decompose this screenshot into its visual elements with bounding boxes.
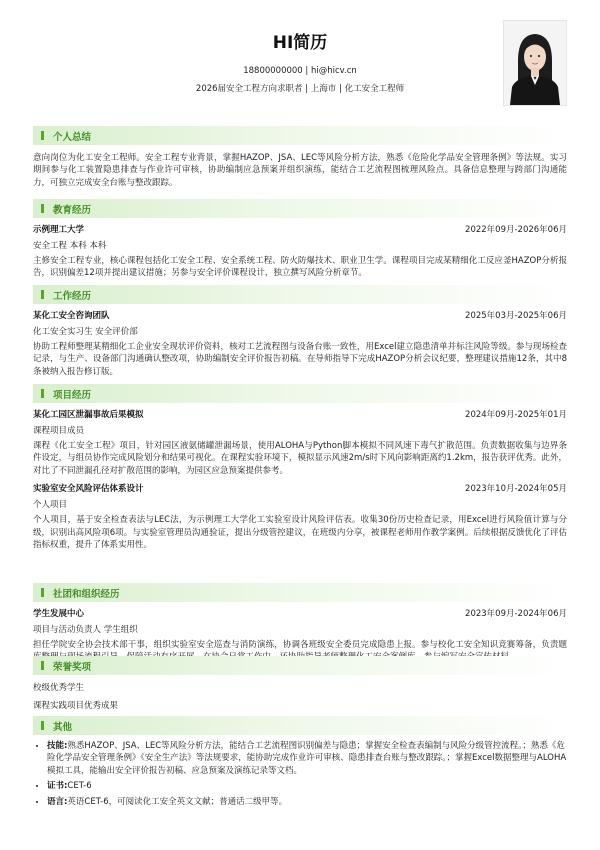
honor-item: 校级优秀学生 bbox=[33, 683, 85, 693]
entry-description: 担任学院安全协会技术部干事，组织实验室安全巡查与消防演练，协调各班级安全委员完成隐患上报。参与校化工安全知识竞赛筹备，负责题 bbox=[33, 640, 567, 650]
entry-date: 2024年09月-2025年01月 bbox=[465, 410, 567, 420]
resume-header bbox=[0, 0, 600, 118]
entry-description: 课程《化工安全工程》项目，针对园区液氨储罐泄漏场景，使用ALOHA与Python脚本模拟不同风速下毒气扩散范围。负责数据收集与边界条件设定，与组员协作完成风险划分和结果可视化。在课程实验环境下，模拟显示风速2m/s时下风向影响距离约1.2km，报告获评优秀。此外，对比了不同泄漏孔径对扩散范围的影响，为园区应急预案提供参考。 bbox=[33, 441, 567, 476]
project-name: 某化工园区泄漏事故后果模拟 bbox=[33, 410, 144, 420]
section-work bbox=[33, 285, 567, 378]
section-others bbox=[33, 716, 567, 811]
section-campus bbox=[33, 583, 567, 664]
section-education bbox=[33, 199, 567, 280]
section-honors bbox=[33, 656, 567, 711]
campus-entry bbox=[33, 607, 567, 619]
contact-info: 18800000000 | hi@hicv.cn bbox=[243, 66, 357, 76]
project-entry bbox=[33, 408, 567, 420]
summary-text: 意向岗位为化工安全工程师。安全工程专业背景，掌握HAZOP、JSA、LEC等风险分析方法，熟悉《危险化学品安全管理条例》等法规。实习期间参与化工装置隐患排查与作业许可审核，协助编制应急预案并组织演练，能结合工艺流程图梳理风险点。具备信息整理与跨部门沟通能力，可独立完成安全台账与整改跟踪。 bbox=[33, 153, 567, 188]
entry-subtitle: 安全工程 本科 本科 bbox=[33, 241, 107, 251]
section-title: 其他 bbox=[33, 716, 567, 735]
school-name: 示例理工大学 bbox=[33, 225, 85, 235]
education-entry bbox=[33, 223, 567, 235]
section-title: 个人总结 bbox=[33, 126, 567, 145]
portrait-photo bbox=[504, 21, 566, 105]
entry-subtitle: 课程项目成员 bbox=[33, 426, 85, 436]
others-list bbox=[33, 740, 567, 808]
entry-subtitle: 个人项目 bbox=[33, 500, 68, 511]
work-entry bbox=[33, 309, 567, 321]
entry-description: 主修安全工程专业，核心课程包括化工安全工程、安全系统工程、防火防爆技术、职业卫生学。课程项目完成某精细化工反应釜HAZOP分析报告，识别偏差12项并提出建议措施；另参与安全评价课程设计，独立撰写风险分析章节。 bbox=[33, 256, 567, 279]
section-title: 社团和组织经历 bbox=[33, 583, 567, 602]
avatar bbox=[503, 20, 567, 106]
job-intent: 2026届安全工程方向求职者 | 上海市 | 化工安全工程师 bbox=[195, 84, 405, 94]
entry-subtitle: 项目与活动负责人 学生组织 bbox=[33, 625, 138, 635]
entry-subtitle: 化工安全实习生 安全评价部 bbox=[33, 327, 138, 337]
section-title: 工作经历 bbox=[33, 285, 567, 304]
skills-item: • 技能:熟悉HAZOP、JSA、LEC等风险分析方法，能结合工艺流程图识别偏差与隐患；掌握安全检查表编制与风险分级管控流程。；熟悉《危险化学品安全管理条例》《安全生产法》等法规要求，能协助完成作业许可审核、隐患排查台账与整改跟踪。；掌握Excel数据整理与ALOHA模拟工具，能输出安全评价报告初稿、应急预案及演练记录等文档。 bbox=[47, 740, 567, 777]
section-title: 荣誉奖项 bbox=[33, 656, 567, 675]
language-item: • 语言:英语CET-6，可阅读化工安全英文文献；普通话二级甲等。 bbox=[47, 796, 567, 808]
entry-date: 2023年10月-2024年05月 bbox=[465, 484, 567, 495]
honor-item: 课程实践项目优秀成果 bbox=[33, 701, 119, 711]
entry-description: 个人项目，基于安全检查表法与LEC法，为示例理工大学化工实验室设计风险评估表。收集30份历史检查记录，用Excel进行风险值计算与分级，识别出高风险项6项。与实验室管理员沟通验证，提出分级管控建议，在班级内分享，被课程老师用作教学案例。后续根据反馈优化了评估指标权重，提升了体系实用性。 bbox=[33, 515, 567, 551]
project-name: 实验室安全风险评估体系设计 bbox=[33, 484, 144, 495]
organization-name: 学生发展中心 bbox=[33, 609, 85, 619]
project-entry bbox=[33, 482, 567, 494]
entry-description: 协助工程师整理某精细化工企业安全现状评价资料，核对工艺流程图与设备台账一致性，用Excel建立隐患清单并标注风险等级。参与现场检查记录，与生产、设备部门沟通确认整改项，协助编制安全评价报告初稿。在导师指导下完成HAZOP分析会议纪要，整理建议措施12条，其中8条被纳入报告修订版。 bbox=[33, 342, 567, 377]
section-title: 教育经历 bbox=[33, 199, 567, 218]
entry-date: 2023年09月-2024年06月 bbox=[465, 609, 567, 619]
section-projects bbox=[33, 384, 567, 551]
entry-date: 2025年03月-2025年06月 bbox=[465, 311, 567, 321]
certificate-item: • 证书:CET-6 bbox=[47, 780, 567, 792]
candidate-name: HI简历 bbox=[272, 33, 328, 53]
company-name: 某化工安全咨询团队 bbox=[33, 311, 110, 321]
section-summary bbox=[33, 126, 567, 189]
section-title: 项目经历 bbox=[33, 384, 567, 403]
entry-date: 2022年09月-2026年06月 bbox=[465, 225, 567, 235]
